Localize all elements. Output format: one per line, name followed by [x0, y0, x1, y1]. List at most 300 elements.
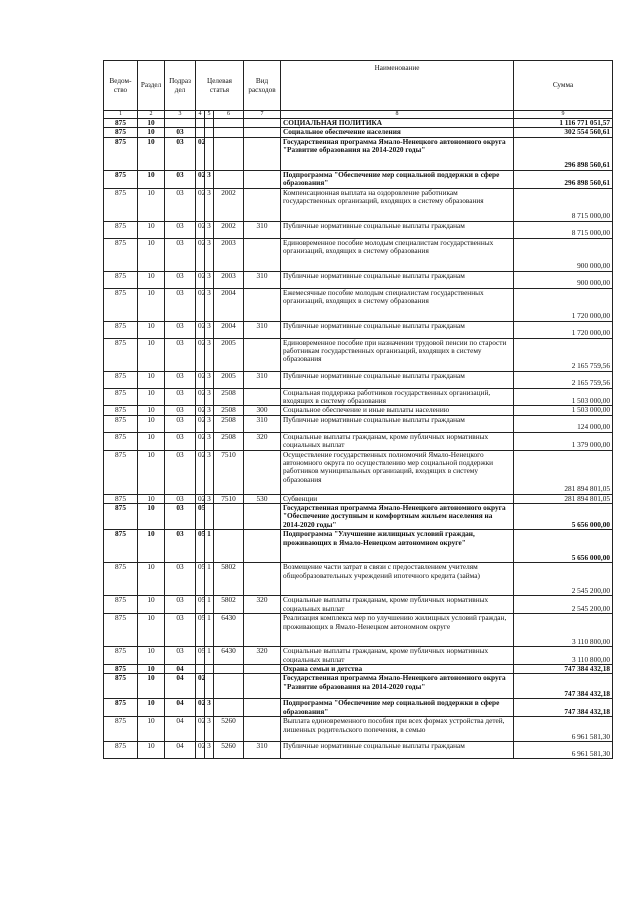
- cell-podrazdel: 03: [165, 596, 196, 614]
- table-row: [104, 504, 613, 530]
- table-row: [104, 717, 613, 742]
- cell-razdel: 10: [138, 674, 165, 699]
- cell-naimenovanie: Возмещение части затрат в связи с предоставлением учителям общеобразовательных учреждений ипотечного кредита (займа): [281, 563, 514, 596]
- cell-summa: 302 554 560,61: [514, 128, 613, 137]
- cell-celevaya-2: 3: [205, 742, 214, 759]
- table-body: [104, 119, 613, 759]
- cell-celevaya-3: 2002: [214, 221, 244, 238]
- cell-celevaya-1: 02: [196, 170, 205, 188]
- table-row: [104, 450, 613, 494]
- cell-vid-rashodov: [244, 664, 281, 673]
- cell-celevaya-3: 2004: [214, 288, 244, 321]
- cell-celevaya-3: [214, 699, 244, 717]
- cell-celevaya-1: [196, 128, 205, 137]
- cell-celevaya-3: [214, 530, 244, 563]
- cell-podrazdel: 03: [165, 450, 196, 494]
- table-row: [104, 338, 613, 371]
- cell-podrazdel: 03: [165, 271, 196, 288]
- cell-naimenovanie: СОЦИАЛЬНАЯ ПОЛИТИКА: [281, 119, 514, 128]
- cell-vedomstvo: 875: [104, 128, 138, 137]
- cell-celevaya-3: [214, 674, 244, 699]
- cell-summa: 1 503 000,00: [514, 406, 613, 415]
- cell-summa: 1 503 000,00: [514, 388, 613, 406]
- col-number: 8: [281, 111, 514, 119]
- table-row: [104, 371, 613, 388]
- cell-celevaya-2: 3: [205, 188, 214, 221]
- cell-summa: 2 545 200,00: [514, 563, 613, 596]
- cell-razdel: 10: [138, 742, 165, 759]
- cell-podrazdel: 04: [165, 664, 196, 673]
- cell-celevaya-2: [205, 128, 214, 137]
- cell-summa: 2 545 200,00: [514, 596, 613, 614]
- cell-vid-rashodov: [244, 128, 281, 137]
- cell-vedomstvo: 875: [104, 596, 138, 614]
- cell-vedomstvo: 875: [104, 450, 138, 494]
- table-row: [104, 188, 613, 221]
- cell-naimenovanie: Публичные нормативные социальные выплаты гражданам: [281, 742, 514, 759]
- col-number: 4: [196, 111, 205, 119]
- cell-celevaya-2: 3: [205, 494, 214, 503]
- cell-celevaya-3: 2002: [214, 188, 244, 221]
- col-number: 7: [244, 111, 281, 119]
- table-row: [104, 563, 613, 596]
- cell-razdel: 10: [138, 371, 165, 388]
- cell-celevaya-3: 5802: [214, 596, 244, 614]
- cell-celevaya-1: 02: [196, 338, 205, 371]
- table-row: [104, 288, 613, 321]
- cell-vid-rashodov: [244, 119, 281, 128]
- cell-summa: 2 165 759,56: [514, 371, 613, 388]
- cell-razdel: 10: [138, 717, 165, 742]
- table-row: [104, 137, 613, 170]
- cell-naimenovanie: Подпрограмма "Обеспечение мер социальной поддержки в сфере образования": [281, 699, 514, 717]
- cell-celevaya-1: 02: [196, 415, 205, 432]
- cell-naimenovanie: Публичные нормативные социальные выплаты гражданам: [281, 321, 514, 338]
- cell-vedomstvo: 875: [104, 137, 138, 170]
- cell-summa: 3 110 800,00: [514, 647, 613, 665]
- cell-celevaya-3: [214, 119, 244, 128]
- cell-naimenovanie: Государственная программа Ямало-Ненецкого автономного округа "Обеспечение доступным и комфортным жильем населения на 2014-2020 годы": [281, 504, 514, 530]
- cell-summa: 747 384 432,18: [514, 674, 613, 699]
- cell-razdel: 10: [138, 271, 165, 288]
- cell-summa: 8 715 000,00: [514, 188, 613, 221]
- cell-naimenovanie: Публичные нормативные социальные выплаты гражданам: [281, 415, 514, 432]
- cell-naimenovanie: Социальные выплаты гражданам, кроме публичных нормативных социальных выплат: [281, 647, 514, 665]
- cell-vid-rashodov: [244, 674, 281, 699]
- cell-celevaya-1: 02: [196, 699, 205, 717]
- cell-vedomstvo: 875: [104, 170, 138, 188]
- cell-vedomstvo: 875: [104, 432, 138, 450]
- cell-razdel: 10: [138, 432, 165, 450]
- cell-celevaya-1: 02: [196, 288, 205, 321]
- cell-naimenovanie: Компенсационная выплата на оздоровление работникам государственных организаций, входящих в систему образования: [281, 188, 514, 221]
- cell-vid-rashodov: [244, 530, 281, 563]
- cell-podrazdel: 03: [165, 338, 196, 371]
- cell-summa: 1 720 000,00: [514, 321, 613, 338]
- cell-vid-rashodov: [244, 504, 281, 530]
- cell-razdel: 10: [138, 388, 165, 406]
- table-row: [104, 238, 613, 271]
- cell-celevaya-3: 5260: [214, 742, 244, 759]
- header-vid-rashodov: Вид расходов: [244, 61, 281, 111]
- cell-summa: 3 110 800,00: [514, 614, 613, 647]
- cell-vedomstvo: 875: [104, 338, 138, 371]
- cell-summa: 747 384 432,18: [514, 699, 613, 717]
- cell-celevaya-3: 2005: [214, 371, 244, 388]
- cell-vedomstvo: 875: [104, 563, 138, 596]
- cell-naimenovanie: Реализация комплекса мер по улучшению жилищных условий граждан, проживающих в Ямало-Ненецком автономном округе: [281, 614, 514, 647]
- cell-podrazdel: 04: [165, 674, 196, 699]
- cell-celevaya-3: 2004: [214, 321, 244, 338]
- table-row: [104, 128, 613, 137]
- table-row: [104, 221, 613, 238]
- cell-naimenovanie: Выплата единовременного пособия при всех формах устройства детей, лишенных родительского попечения, в семью: [281, 717, 514, 742]
- cell-naimenovanie: Субвенции: [281, 494, 514, 503]
- cell-celevaya-3: 7510: [214, 494, 244, 503]
- cell-podrazdel: 03: [165, 494, 196, 503]
- cell-naimenovanie: Социальные выплаты гражданам, кроме публичных нормативных социальных выплат: [281, 596, 514, 614]
- cell-vid-rashodov: [244, 563, 281, 596]
- cell-razdel: 10: [138, 614, 165, 647]
- cell-naimenovanie: Государственная программа Ямало-Ненецкого автономного округа "Развитие образования на 2014-2020 годы": [281, 137, 514, 170]
- cell-summa: 900 000,00: [514, 271, 613, 288]
- cell-summa: 5 656 000,00: [514, 530, 613, 563]
- cell-celevaya-2: [205, 504, 214, 530]
- cell-podrazdel: 03: [165, 128, 196, 137]
- cell-celevaya-2: 3: [205, 432, 214, 450]
- cell-summa: 281 894 801,05: [514, 494, 613, 503]
- cell-vedomstvo: 875: [104, 406, 138, 415]
- cell-celevaya-2: [205, 119, 214, 128]
- table-row: [104, 388, 613, 406]
- cell-vid-rashodov: 310: [244, 742, 281, 759]
- cell-celevaya-1: 02: [196, 674, 205, 699]
- cell-vedomstvo: 875: [104, 717, 138, 742]
- cell-podrazdel: 03: [165, 321, 196, 338]
- table-row: [104, 596, 613, 614]
- cell-vedomstvo: 875: [104, 415, 138, 432]
- col-number: 1: [104, 111, 138, 119]
- header-razdel: Раздел: [138, 61, 165, 111]
- cell-razdel: 10: [138, 664, 165, 673]
- cell-vedomstvo: 875: [104, 530, 138, 563]
- cell-celevaya-1: 02: [196, 450, 205, 494]
- cell-celevaya-1: 02: [196, 137, 205, 170]
- cell-podrazdel: 03: [165, 371, 196, 388]
- cell-celevaya-2: 3: [205, 406, 214, 415]
- cell-naimenovanie: Публичные нормативные социальные выплаты гражданам: [281, 271, 514, 288]
- cell-naimenovanie: Публичные нормативные социальные выплаты гражданам: [281, 371, 514, 388]
- cell-summa: 5 656 000,00: [514, 504, 613, 530]
- cell-podrazdel: 03: [165, 406, 196, 415]
- cell-celevaya-1: 02: [196, 432, 205, 450]
- cell-celevaya-2: 3: [205, 717, 214, 742]
- cell-vedomstvo: 875: [104, 388, 138, 406]
- cell-summa: 8 715 000,00: [514, 221, 613, 238]
- cell-naimenovanie: Социальные выплаты гражданам, кроме публичных нормативных социальных выплат: [281, 432, 514, 450]
- cell-razdel: 10: [138, 338, 165, 371]
- table-row: [104, 699, 613, 717]
- cell-celevaya-3: 7510: [214, 450, 244, 494]
- cell-podrazdel: 03: [165, 415, 196, 432]
- cell-razdel: 10: [138, 563, 165, 596]
- cell-celevaya-3: 5260: [214, 717, 244, 742]
- cell-vedomstvo: 875: [104, 614, 138, 647]
- cell-razdel: 10: [138, 221, 165, 238]
- table-row: [104, 674, 613, 699]
- cell-razdel: 10: [138, 530, 165, 563]
- cell-naimenovanie: Охрана семьи и детства: [281, 664, 514, 673]
- cell-celevaya-1: 02: [196, 271, 205, 288]
- cell-razdel: 10: [138, 170, 165, 188]
- header-podrazdel: Подраз дел: [165, 61, 196, 111]
- col-number: 6: [214, 111, 244, 119]
- header-vedomstvo: Ведом-ство: [104, 61, 138, 111]
- cell-celevaya-1: 02: [196, 371, 205, 388]
- cell-summa: 6 961 581,30: [514, 742, 613, 759]
- cell-celevaya-3: 2005: [214, 338, 244, 371]
- cell-razdel: 10: [138, 119, 165, 128]
- cell-vedomstvo: 875: [104, 494, 138, 503]
- table-row: [104, 170, 613, 188]
- cell-celevaya-1: 05: [196, 563, 205, 596]
- cell-celevaya-1: 02: [196, 188, 205, 221]
- cell-podrazdel: 03: [165, 221, 196, 238]
- cell-vid-rashodov: [244, 699, 281, 717]
- cell-celevaya-1: 02: [196, 406, 205, 415]
- cell-razdel: 10: [138, 450, 165, 494]
- cell-naimenovanie: Подпрограмма "Улучшение жилищных условий граждан, проживающих в Ямало-Ненецком автономном округе": [281, 530, 514, 563]
- cell-vedomstvo: 875: [104, 188, 138, 221]
- cell-celevaya-2: 1: [205, 647, 214, 665]
- table-row: [104, 321, 613, 338]
- cell-vedomstvo: 875: [104, 119, 138, 128]
- cell-summa: 2 165 759,56: [514, 338, 613, 371]
- cell-razdel: 10: [138, 128, 165, 137]
- header-row: [104, 61, 613, 111]
- cell-naimenovanie: Единовременное пособие при назначении трудовой пенсии по старости работникам государственных организаций, входящих в систему образования: [281, 338, 514, 371]
- cell-celevaya-3: 5802: [214, 563, 244, 596]
- table-row: [104, 432, 613, 450]
- budget-table: [103, 60, 613, 759]
- cell-vid-rashodov: 300: [244, 406, 281, 415]
- cell-vid-rashodov: 320: [244, 432, 281, 450]
- cell-vid-rashodov: [244, 238, 281, 271]
- cell-vid-rashodov: [244, 188, 281, 221]
- cell-podrazdel: 03: [165, 238, 196, 271]
- cell-naimenovanie: Осуществление государственных полномочий Ямало-Ненецкого автономного округа по осуществлению мер социальной поддержки работников муниципальных организаций, входящих в систему образования: [281, 450, 514, 494]
- cell-podrazdel: 04: [165, 742, 196, 759]
- cell-razdel: 10: [138, 699, 165, 717]
- cell-vid-rashodov: 320: [244, 647, 281, 665]
- table-row: [104, 406, 613, 415]
- cell-summa: 124 000,00: [514, 415, 613, 432]
- cell-razdel: 10: [138, 504, 165, 530]
- cell-celevaya-2: 3: [205, 338, 214, 371]
- cell-vedomstvo: 875: [104, 674, 138, 699]
- cell-celevaya-3: [214, 504, 244, 530]
- cell-vid-rashodov: [244, 450, 281, 494]
- cell-vedomstvo: 875: [104, 288, 138, 321]
- cell-vid-rashodov: [244, 288, 281, 321]
- cell-podrazdel: 03: [165, 388, 196, 406]
- cell-celevaya-3: [214, 170, 244, 188]
- cell-celevaya-3: [214, 128, 244, 137]
- cell-celevaya-2: [205, 664, 214, 673]
- cell-celevaya-3: [214, 137, 244, 170]
- cell-vedomstvo: 875: [104, 504, 138, 530]
- cell-vid-rashodov: 530: [244, 494, 281, 503]
- cell-celevaya-3: 2508: [214, 388, 244, 406]
- cell-razdel: 10: [138, 406, 165, 415]
- cell-celevaya-2: 1: [205, 614, 214, 647]
- cell-celevaya-2: 3: [205, 371, 214, 388]
- cell-celevaya-2: 3: [205, 388, 214, 406]
- cell-summa: 900 000,00: [514, 238, 613, 271]
- cell-celevaya-2: 3: [205, 221, 214, 238]
- cell-podrazdel: 03: [165, 432, 196, 450]
- cell-celevaya-1: 05: [196, 530, 205, 563]
- cell-celevaya-2: 3: [205, 450, 214, 494]
- cell-celevaya-3: 2508: [214, 415, 244, 432]
- cell-celevaya-2: 3: [205, 170, 214, 188]
- cell-podrazdel: 03: [165, 170, 196, 188]
- cell-podrazdel: 04: [165, 699, 196, 717]
- cell-vedomstvo: 875: [104, 321, 138, 338]
- cell-vedomstvo: 875: [104, 271, 138, 288]
- cell-celevaya-3: 6430: [214, 647, 244, 665]
- cell-celevaya-1: 02: [196, 238, 205, 271]
- cell-vedomstvo: 875: [104, 742, 138, 759]
- cell-podrazdel: 03: [165, 614, 196, 647]
- cell-vid-rashodov: [244, 170, 281, 188]
- cell-naimenovanie: Ежемесячные пособие молодым специалистам государственных организаций, входящих в систему образования: [281, 288, 514, 321]
- cell-vedomstvo: 875: [104, 238, 138, 271]
- cell-podrazdel: 03: [165, 137, 196, 170]
- cell-summa: 296 898 560,61: [514, 170, 613, 188]
- cell-vid-rashodov: 320: [244, 596, 281, 614]
- cell-celevaya-1: 05: [196, 596, 205, 614]
- cell-podrazdel: 03: [165, 530, 196, 563]
- cell-razdel: 10: [138, 238, 165, 271]
- cell-celevaya-1: 02: [196, 494, 205, 503]
- cell-razdel: 10: [138, 415, 165, 432]
- cell-celevaya-1: 05: [196, 504, 205, 530]
- col-number: 3: [165, 111, 196, 119]
- cell-summa: 747 384 432,18: [514, 664, 613, 673]
- cell-summa: 296 898 560,61: [514, 137, 613, 170]
- cell-vid-rashodov: [244, 137, 281, 170]
- table-row: [104, 647, 613, 665]
- cell-celevaya-2: 3: [205, 321, 214, 338]
- cell-razdel: 10: [138, 494, 165, 503]
- cell-naimenovanie: Социальное обеспечение населения: [281, 128, 514, 137]
- col-number: 9: [514, 111, 613, 119]
- cell-celevaya-3: 2003: [214, 271, 244, 288]
- header-summa: Сумма: [514, 61, 613, 111]
- cell-vid-rashodov: 310: [244, 371, 281, 388]
- cell-celevaya-1: [196, 119, 205, 128]
- cell-celevaya-2: 1: [205, 596, 214, 614]
- cell-razdel: 10: [138, 647, 165, 665]
- cell-celevaya-3: 6430: [214, 614, 244, 647]
- cell-podrazdel: 03: [165, 563, 196, 596]
- cell-celevaya-2: [205, 137, 214, 170]
- cell-naimenovanie: Социальное обеспечение и иные выплаты населению: [281, 406, 514, 415]
- cell-vid-rashodov: [244, 717, 281, 742]
- table-row: [104, 530, 613, 563]
- table-row: [104, 415, 613, 432]
- cell-celevaya-2: 3: [205, 415, 214, 432]
- cell-celevaya-1: 02: [196, 717, 205, 742]
- cell-celevaya-2: 3: [205, 238, 214, 271]
- cell-vedomstvo: 875: [104, 371, 138, 388]
- cell-vid-rashodov: [244, 338, 281, 371]
- cell-vid-rashodov: 310: [244, 415, 281, 432]
- cell-celevaya-1: 05: [196, 647, 205, 665]
- cell-celevaya-1: 02: [196, 388, 205, 406]
- cell-podrazdel: 03: [165, 288, 196, 321]
- cell-razdel: 10: [138, 596, 165, 614]
- cell-summa: 1 720 000,00: [514, 288, 613, 321]
- cell-celevaya-3: 2508: [214, 406, 244, 415]
- cell-celevaya-3: 2508: [214, 432, 244, 450]
- cell-summa: 281 894 801,05: [514, 450, 613, 494]
- cell-razdel: 10: [138, 288, 165, 321]
- header-celevaya-statya: Целевая статья: [196, 61, 244, 111]
- cell-celevaya-1: 05: [196, 614, 205, 647]
- cell-vedomstvo: 875: [104, 647, 138, 665]
- cell-celevaya-1: 02: [196, 742, 205, 759]
- cell-vedomstvo: 875: [104, 699, 138, 717]
- cell-naimenovanie: Единовременное пособие молодым специалистам государственных организаций, входящих в систему образования: [281, 238, 514, 271]
- cell-podrazdel: 03: [165, 647, 196, 665]
- cell-vid-rashodov: 310: [244, 271, 281, 288]
- cell-podrazdel: 03: [165, 188, 196, 221]
- cell-vedomstvo: 875: [104, 664, 138, 673]
- col-number: 2: [138, 111, 165, 119]
- cell-vid-rashodov: [244, 388, 281, 406]
- cell-celevaya-3: [214, 664, 244, 673]
- cell-summa: 1 116 771 051,57: [514, 119, 613, 128]
- cell-podrazdel: 03: [165, 504, 196, 530]
- cell-vid-rashodov: 310: [244, 321, 281, 338]
- cell-celevaya-2: 1: [205, 530, 214, 563]
- cell-naimenovanie: Государственная программа Ямало-Ненецкого автономного округа "Развитие образования на 2014-2020 годы": [281, 674, 514, 699]
- cell-celevaya-2: 1: [205, 563, 214, 596]
- col-number: 5: [205, 111, 214, 119]
- cell-celevaya-2: 3: [205, 699, 214, 717]
- cell-razdel: 10: [138, 321, 165, 338]
- cell-naimenovanie: Публичные нормативные социальные выплаты гражданам: [281, 221, 514, 238]
- cell-razdel: 10: [138, 188, 165, 221]
- cell-celevaya-2: 3: [205, 271, 214, 288]
- table-row: [104, 271, 613, 288]
- cell-celevaya-1: 02: [196, 221, 205, 238]
- table-row: [104, 614, 613, 647]
- cell-summa: 6 961 581,30: [514, 717, 613, 742]
- header-naimenovanie: Наименование: [281, 61, 514, 111]
- cell-vid-rashodov: [244, 614, 281, 647]
- cell-naimenovanie: Подпрограмма "Обеспечение мер социальной поддержки в сфере образования": [281, 170, 514, 188]
- cell-podrazdel: 04: [165, 717, 196, 742]
- cell-celevaya-2: 3: [205, 288, 214, 321]
- cell-celevaya-3: 2003: [214, 238, 244, 271]
- cell-summa: 1 379 000,00: [514, 432, 613, 450]
- cell-vedomstvo: 875: [104, 221, 138, 238]
- cell-naimenovanie: Социальная поддержка работников государственных организаций, входящих в систему образования: [281, 388, 514, 406]
- cell-celevaya-2: [205, 674, 214, 699]
